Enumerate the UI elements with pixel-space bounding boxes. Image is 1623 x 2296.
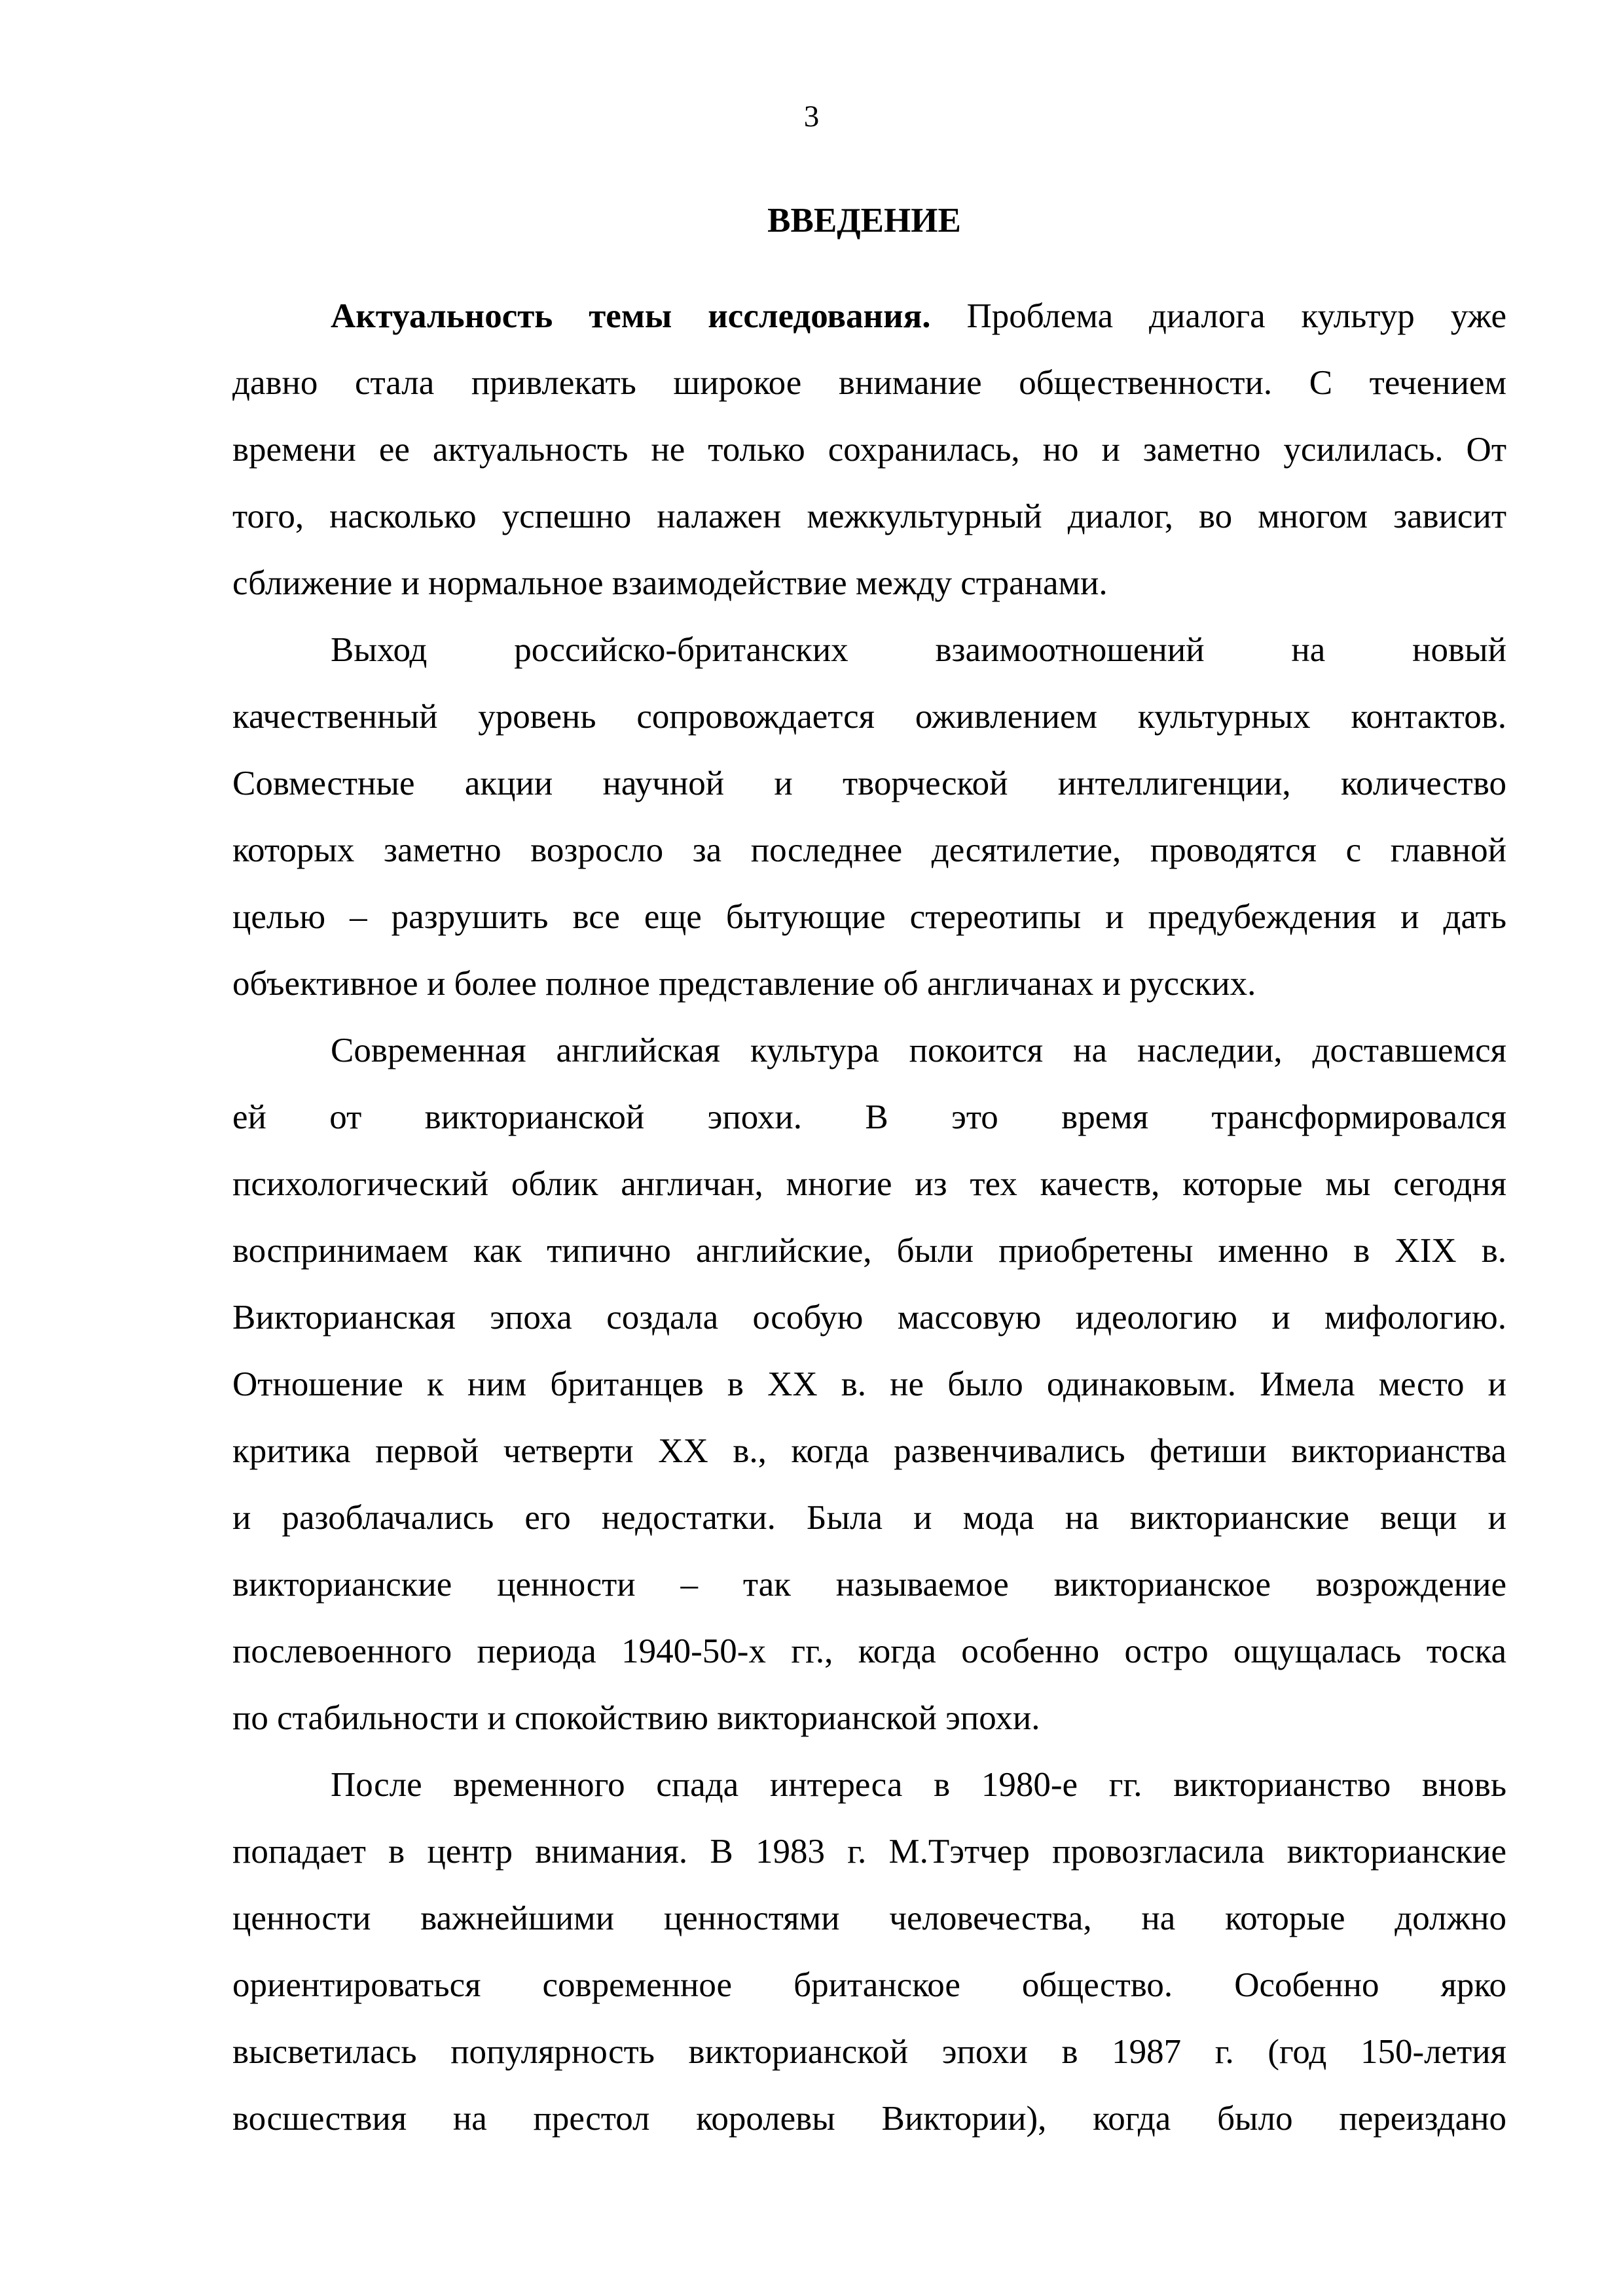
text-line: воспринимаем как типично английские, были приобретены именно в XIX в.	[232, 1232, 1506, 1270]
text-line: Викторианская эпоха создала особую массовую идеологию и мифологию.	[232, 1299, 1506, 1336]
section-lead: Актуальность темы исследования.	[331, 297, 931, 335]
text-line: которых заметно возросло за последнее десятилетие, проводятся с главной	[232, 831, 1506, 869]
paragraph-relevance	[232, 283, 1506, 617]
text-line: Современная английская культура покоится на наследии, доставшемся	[331, 1031, 1506, 1069]
text-line: послевоенного периода 1940-50-х гг., когда особенно остро ощущалась тоска	[232, 1632, 1506, 1670]
text-line: высветилась популярность викторианской эпохи в 1987 г. (год 150-летия	[232, 2033, 1506, 2071]
paragraph-victorian-heritage	[232, 1017, 1506, 1751]
text-line: давно стала привлекать широкое внимание общественности. С течением	[232, 364, 1506, 402]
page-number: 3	[803, 99, 820, 134]
text-line: Выход российско-британских взаимоотношений на новый	[331, 631, 1506, 669]
text-line: того, насколько успешно налажен межкультурный диалог, во многом зависит	[232, 497, 1506, 535]
text-line: по стабильности и спокойствию викторианской эпохи.	[232, 1699, 1040, 1737]
page-title: ВВЕДЕНИЕ	[767, 202, 961, 240]
paragraph-victorian-revival	[232, 1751, 1506, 2152]
text-line: После временного спада интереса в 1980-е гг. викторианство вновь	[331, 1766, 1506, 1804]
text-line: качественный уровень сопровождается оживлением культурных контактов.	[232, 698, 1506, 736]
text-line: и разоблачались его недостатки. Была и мода на викторианские вещи и	[232, 1499, 1506, 1537]
text-line: Отношение к ним британцев в XX в. не было одинаковым. Имела место и	[232, 1365, 1506, 1403]
text-line: объективное и более полное представление об англичанах и русских.	[232, 965, 1256, 1003]
text-line: ценности важнейшими ценностями человечества, на которые должно	[232, 1899, 1506, 1937]
text-line: викторианские ценности – так называемое викторианское возрождение	[232, 1566, 1506, 1604]
text-line: критика первой четверти XX в., когда развенчивались фетиши викторианства	[232, 1432, 1506, 1470]
document-body	[232, 283, 1506, 2152]
text-line: целью – разрушить все еще бытующие стереотипы и предубеждения и дать	[232, 898, 1506, 936]
text-line: ориентироваться современное британское общество. Особенно ярко	[232, 1966, 1506, 2004]
text-line: восшествия на престол королевы Виктории), когда было переиздано	[232, 2100, 1506, 2138]
paragraph-relations	[232, 617, 1506, 1017]
text-fragment: Проблема диалога культур уже	[930, 297, 1506, 335]
text-line: времени ее актуальность не только сохранилась, но и заметно усилилась. От	[232, 431, 1506, 469]
text-line: сближение и нормальное взаимодействие между странами.	[232, 564, 1108, 602]
text-line	[232, 283, 1506, 350]
text-line: ей от викторианской эпохи. В это время трансформировался	[232, 1098, 1506, 1136]
text-line: попадает в центр внимания. В 1983 г. М.Тэтчер провозгласила викторианские	[232, 1833, 1506, 1871]
text-line: психологический облик англичан, многие из тех качеств, которые мы сегодня	[232, 1165, 1506, 1203]
text-line: Совместные акции научной и творческой интеллигенции, количество	[232, 764, 1506, 802]
